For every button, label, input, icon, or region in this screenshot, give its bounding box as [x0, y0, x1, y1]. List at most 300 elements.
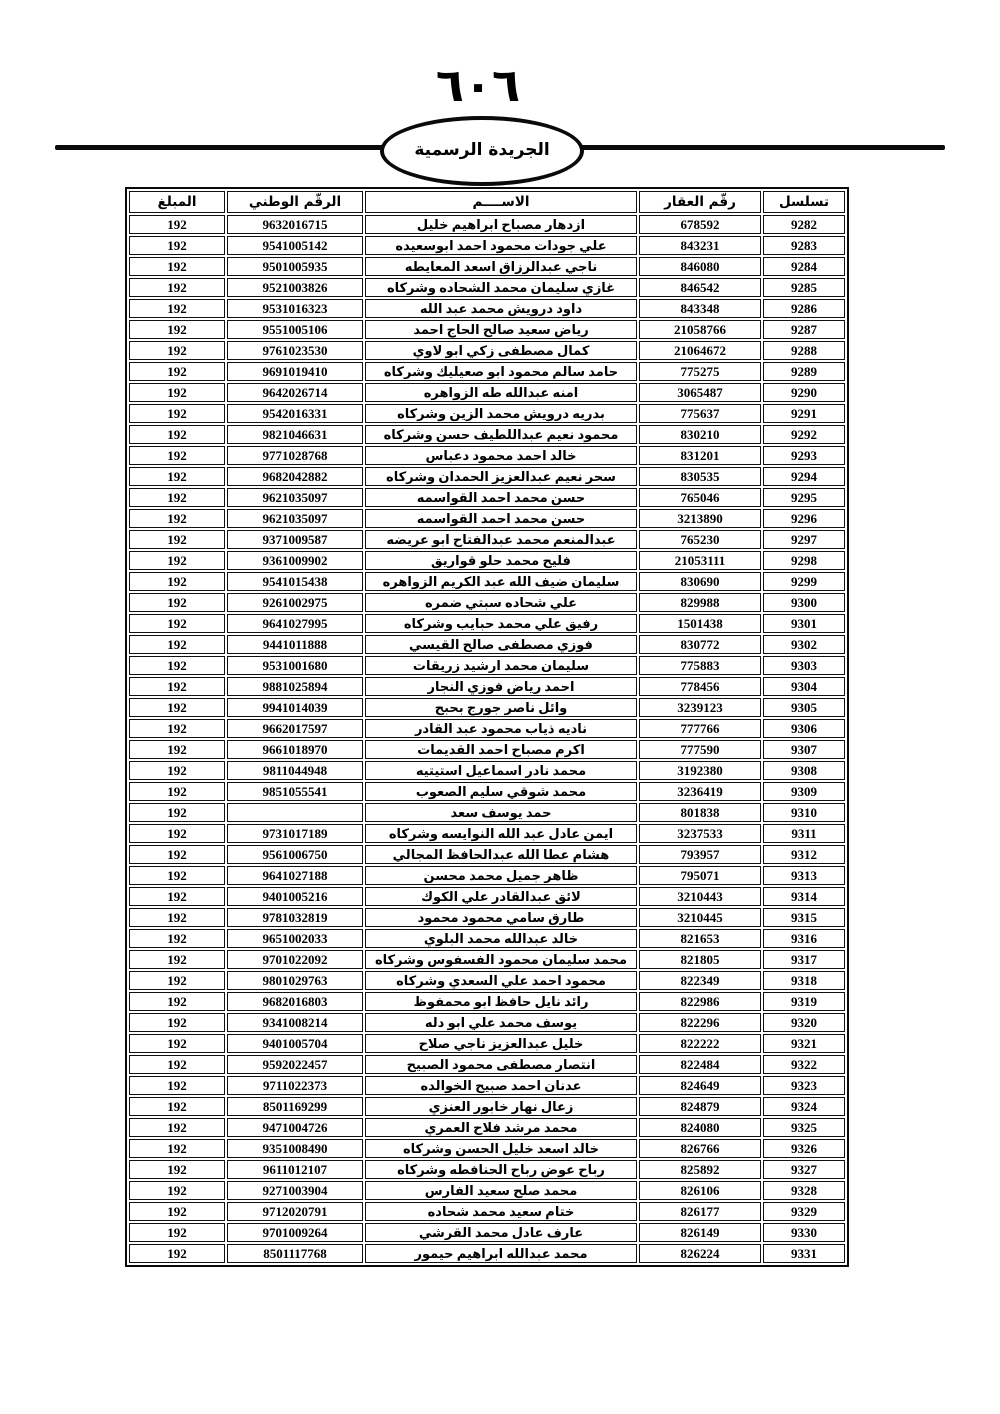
cell-serial: 9331	[763, 1244, 845, 1263]
cell-amount: 192	[129, 782, 225, 801]
cell-amount: 192	[129, 425, 225, 444]
cell-name: محمود نعيم عبداللطيف حسن وشركاه	[365, 425, 637, 444]
cell-serial: 9321	[763, 1034, 845, 1053]
cell-national-number: 9821046631	[227, 425, 363, 444]
cell-serial: 9309	[763, 782, 845, 801]
cell-serial: 9301	[763, 614, 845, 633]
cell-amount: 192	[129, 908, 225, 927]
table-body	[129, 215, 845, 1263]
cell-serial: 9304	[763, 677, 845, 696]
cell-national-number: 9661018970	[227, 740, 363, 759]
table-row	[129, 740, 845, 759]
table-row	[129, 971, 845, 990]
cell-property-number: 826149	[639, 1223, 761, 1242]
cell-property-number: 21064672	[639, 341, 761, 360]
cell-name: اكرم مصباح احمد القديمات	[365, 740, 637, 759]
table-row	[129, 1055, 845, 1074]
cell-property-number: 830772	[639, 635, 761, 654]
cell-amount: 192	[129, 1244, 225, 1263]
table-row	[129, 1013, 845, 1032]
table-row	[129, 509, 845, 528]
table-header-row	[129, 191, 845, 213]
cell-property-number: 3239123	[639, 698, 761, 717]
cell-amount: 192	[129, 341, 225, 360]
cell-property-number: 822986	[639, 992, 761, 1011]
cell-property-number: 3065487	[639, 383, 761, 402]
table-row	[129, 635, 845, 654]
cell-serial: 9295	[763, 488, 845, 507]
cell-property-number: 777590	[639, 740, 761, 759]
cell-national-number: 9641027188	[227, 866, 363, 885]
cell-name: انتصار مصطفى محمود الصبيح	[365, 1055, 637, 1074]
table-row	[129, 1034, 845, 1053]
cell-property-number: 775883	[639, 656, 761, 675]
cell-property-number: 821653	[639, 929, 761, 948]
cell-name: محمود احمد علي السعدي وشركاه	[365, 971, 637, 990]
cell-property-number: 3192380	[639, 761, 761, 780]
header-national-number: الرقّم الوطني	[227, 191, 363, 213]
cell-national-number: 9441011888	[227, 635, 363, 654]
cell-national-number: 9561006750	[227, 845, 363, 864]
cell-serial: 9302	[763, 635, 845, 654]
records-table	[125, 187, 849, 1267]
table-row	[129, 467, 845, 486]
cell-serial: 9319	[763, 992, 845, 1011]
cell-property-number: 824080	[639, 1118, 761, 1137]
table-row	[129, 257, 845, 276]
cell-property-number: 1501438	[639, 614, 761, 633]
cell-name: لائق عبدالقادر علي الكوك	[365, 887, 637, 906]
table-row	[129, 761, 845, 780]
cell-serial: 9306	[763, 719, 845, 738]
cell-property-number: 843231	[639, 236, 761, 255]
cell-amount: 192	[129, 992, 225, 1011]
cell-name: يوسف محمد علي ابو دله	[365, 1013, 637, 1032]
table-row	[129, 992, 845, 1011]
cell-amount: 192	[129, 1055, 225, 1074]
cell-name: هشام عطا الله عبدالحافظ المجالي	[365, 845, 637, 864]
cell-property-number: 824649	[639, 1076, 761, 1095]
cell-property-number: 846080	[639, 257, 761, 276]
cell-national-number: 9341008214	[227, 1013, 363, 1032]
cell-property-number: 777766	[639, 719, 761, 738]
cell-name: محمد مرشد فلاح العمري	[365, 1118, 637, 1137]
cell-property-number: 846542	[639, 278, 761, 297]
cell-name: رفيق علي محمد حبايب وشركاه	[365, 614, 637, 633]
cell-serial: 9292	[763, 425, 845, 444]
cell-property-number: 3210443	[639, 887, 761, 906]
cell-national-number: 9682042882	[227, 467, 363, 486]
cell-national-number: 9351008490	[227, 1139, 363, 1158]
table-row	[129, 1244, 845, 1263]
cell-property-number: 3213890	[639, 509, 761, 528]
table-row	[129, 341, 845, 360]
cell-name: محمد نادر اسماعيل استيتيه	[365, 761, 637, 780]
cell-property-number: 775275	[639, 362, 761, 381]
cell-amount: 192	[129, 593, 225, 612]
cell-serial: 9315	[763, 908, 845, 927]
cell-amount: 192	[129, 866, 225, 885]
cell-property-number: 765046	[639, 488, 761, 507]
gazette-title: الجريدة الرسمية	[414, 140, 550, 160]
cell-property-number: 824879	[639, 1097, 761, 1116]
cell-amount: 192	[129, 698, 225, 717]
cell-national-number: 9521003826	[227, 278, 363, 297]
cell-serial: 9285	[763, 278, 845, 297]
cell-amount: 192	[129, 467, 225, 486]
cell-serial: 9324	[763, 1097, 845, 1116]
cell-property-number: 822349	[639, 971, 761, 990]
cell-amount: 192	[129, 278, 225, 297]
table-row	[129, 362, 845, 381]
cell-name: ناديه ذياب محمود عبد القادر	[365, 719, 637, 738]
cell-serial: 9320	[763, 1013, 845, 1032]
cell-serial: 9323	[763, 1076, 845, 1095]
cell-serial: 9286	[763, 299, 845, 318]
cell-amount: 192	[129, 656, 225, 675]
cell-serial: 9314	[763, 887, 845, 906]
cell-amount: 192	[129, 1034, 225, 1053]
cell-national-number: 9271003904	[227, 1181, 363, 1200]
cell-amount: 192	[129, 383, 225, 402]
cell-national-number: 9711022373	[227, 1076, 363, 1095]
cell-serial: 9288	[763, 341, 845, 360]
cell-amount: 192	[129, 551, 225, 570]
cell-name: امنه عبدالله طه الزواهره	[365, 383, 637, 402]
table-row	[129, 1160, 845, 1179]
cell-property-number: 821805	[639, 950, 761, 969]
cell-name: ايمن عادل عبد الله النوايسه وشركاه	[365, 824, 637, 843]
cell-serial: 9305	[763, 698, 845, 717]
cell-property-number: 826766	[639, 1139, 761, 1158]
cell-name: احمد رياض فوزي النجار	[365, 677, 637, 696]
cell-amount: 192	[129, 530, 225, 549]
table-row	[129, 719, 845, 738]
cell-amount: 192	[129, 215, 225, 234]
cell-name: حامد سالم محمود ابو صعيليك وشركاه	[365, 362, 637, 381]
cell-amount: 192	[129, 236, 225, 255]
table-row	[129, 446, 845, 465]
cell-amount: 192	[129, 887, 225, 906]
cell-property-number: 678592	[639, 215, 761, 234]
cell-amount: 192	[129, 320, 225, 339]
cell-name: زعال نهار خابور العنزي	[365, 1097, 637, 1116]
cell-national-number: 9531001680	[227, 656, 363, 675]
cell-amount: 192	[129, 929, 225, 948]
table-row	[129, 1118, 845, 1137]
cell-national-number: 9541015438	[227, 572, 363, 591]
table-row	[129, 320, 845, 339]
cell-amount: 192	[129, 971, 225, 990]
cell-serial: 9298	[763, 551, 845, 570]
cell-serial: 9299	[763, 572, 845, 591]
cell-property-number: 825892	[639, 1160, 761, 1179]
cell-national-number: 9401005704	[227, 1034, 363, 1053]
cell-name: ظاهر جميل محمد محسن	[365, 866, 637, 885]
cell-amount: 192	[129, 1013, 225, 1032]
cell-name: سليمان ضيف الله عبد الكريم الزواهره	[365, 572, 637, 591]
cell-serial: 9322	[763, 1055, 845, 1074]
cell-amount: 192	[129, 404, 225, 423]
cell-amount: 192	[129, 1223, 225, 1242]
table-row	[129, 656, 845, 675]
cell-national-number: 9621035097	[227, 509, 363, 528]
cell-property-number: 826106	[639, 1181, 761, 1200]
table-row	[129, 551, 845, 570]
cell-national-number: 9651002033	[227, 929, 363, 948]
cell-name: عارف عادل محمد القرشي	[365, 1223, 637, 1242]
table-row	[129, 782, 845, 801]
cell-name: محمد سليمان محمود الفسفوس وشركاه	[365, 950, 637, 969]
cell-amount: 192	[129, 362, 225, 381]
cell-serial: 9312	[763, 845, 845, 864]
cell-name: سليمان محمد ارشيد زريقات	[365, 656, 637, 675]
table-row	[129, 1181, 845, 1200]
cell-serial: 9318	[763, 971, 845, 990]
cell-national-number: 9632016715	[227, 215, 363, 234]
cell-amount: 192	[129, 677, 225, 696]
cell-property-number: 765230	[639, 530, 761, 549]
cell-name: خالد عبدالله محمد البلوي	[365, 929, 637, 948]
cell-name: علي جودات محمود احمد ابوسعيده	[365, 236, 637, 255]
cell-amount: 192	[129, 1118, 225, 1137]
cell-name: ناجي عبدالرزاق اسعد المعايطه	[365, 257, 637, 276]
cell-national-number: 9501005935	[227, 257, 363, 276]
cell-property-number: 831201	[639, 446, 761, 465]
cell-amount: 192	[129, 740, 225, 759]
cell-property-number: 3237533	[639, 824, 761, 843]
cell-name: محمد صلح سعيد الفارس	[365, 1181, 637, 1200]
cell-national-number: 9611012107	[227, 1160, 363, 1179]
cell-serial: 9313	[763, 866, 845, 885]
cell-amount: 192	[129, 950, 225, 969]
cell-property-number: 826224	[639, 1244, 761, 1263]
cell-serial: 9287	[763, 320, 845, 339]
cell-property-number: 801838	[639, 803, 761, 822]
cell-national-number: 9771028768	[227, 446, 363, 465]
table-row	[129, 1202, 845, 1221]
cell-serial: 9289	[763, 362, 845, 381]
header-property-number: رقّم العقار	[639, 191, 761, 213]
cell-national-number: 9592022457	[227, 1055, 363, 1074]
cell-serial: 9293	[763, 446, 845, 465]
cell-name: فليح محمد حلو قواريق	[365, 551, 637, 570]
cell-name: سحر نعيم عبدالعزيز الحمدان وشركاه	[365, 467, 637, 486]
cell-national-number: 9691019410	[227, 362, 363, 381]
cell-serial: 9297	[763, 530, 845, 549]
table-row	[129, 278, 845, 297]
cell-national-number: 9682016803	[227, 992, 363, 1011]
cell-serial: 9308	[763, 761, 845, 780]
cell-property-number: 822484	[639, 1055, 761, 1074]
cell-serial: 9325	[763, 1118, 845, 1137]
cell-amount: 192	[129, 488, 225, 507]
table-row	[129, 1139, 845, 1158]
header-name: الاســــم	[365, 191, 637, 213]
cell-serial: 9310	[763, 803, 845, 822]
cell-property-number: 830535	[639, 467, 761, 486]
page-number: ٦٠٦	[435, 58, 521, 112]
table-row	[129, 299, 845, 318]
table-row	[129, 950, 845, 969]
cell-national-number: 9401005216	[227, 887, 363, 906]
cell-property-number: 21053111	[639, 551, 761, 570]
table-row	[129, 866, 845, 885]
cell-property-number: 826177	[639, 1202, 761, 1221]
cell-amount: 192	[129, 761, 225, 780]
table-row	[129, 1223, 845, 1242]
cell-serial: 9300	[763, 593, 845, 612]
cell-national-number: 9361009902	[227, 551, 363, 570]
table-row	[129, 593, 845, 612]
cell-national-number: 9851055541	[227, 782, 363, 801]
cell-name: طارق سامي محمود محمود	[365, 908, 637, 927]
cell-property-number: 830690	[639, 572, 761, 591]
cell-national-number: 9801029763	[227, 971, 363, 990]
cell-amount: 192	[129, 1076, 225, 1095]
cell-amount: 192	[129, 1181, 225, 1200]
cell-property-number: 829988	[639, 593, 761, 612]
table-row	[129, 236, 845, 255]
cell-serial: 9284	[763, 257, 845, 276]
cell-serial: 9328	[763, 1181, 845, 1200]
cell-national-number: 9371009587	[227, 530, 363, 549]
cell-name: خالد احمد محمود دعباس	[365, 446, 637, 465]
cell-name: بدريه درويش محمد الزين وشركاه	[365, 404, 637, 423]
table-row	[129, 1097, 845, 1116]
cell-property-number: 830210	[639, 425, 761, 444]
cell-amount: 192	[129, 719, 225, 738]
cell-national-number: 9542016331	[227, 404, 363, 423]
cell-serial: 9326	[763, 1139, 845, 1158]
cell-amount: 192	[129, 299, 225, 318]
cell-name: خالد اسعد خليل الحسن وشركاه	[365, 1139, 637, 1158]
table-row	[129, 845, 845, 864]
table-row	[129, 929, 845, 948]
cell-amount: 192	[129, 572, 225, 591]
cell-national-number	[227, 803, 363, 822]
cell-national-number: 9531016323	[227, 299, 363, 318]
table-row	[129, 383, 845, 402]
cell-name: رائد نايل حافظ ابو محمفوظ	[365, 992, 637, 1011]
cell-national-number: 9881025894	[227, 677, 363, 696]
table-row	[129, 404, 845, 423]
cell-serial: 9296	[763, 509, 845, 528]
cell-property-number: 843348	[639, 299, 761, 318]
header-amount: المبلغ	[129, 191, 225, 213]
cell-national-number: 8501117768	[227, 1244, 363, 1263]
cell-national-number: 9701009264	[227, 1223, 363, 1242]
cell-property-number: 3236419	[639, 782, 761, 801]
cell-name: رياض سعيد صالح الحاج احمد	[365, 320, 637, 339]
cell-name: ازدهار مصباح ابراهيم خليل	[365, 215, 637, 234]
cell-national-number: 9551005106	[227, 320, 363, 339]
table-row	[129, 698, 845, 717]
cell-amount: 192	[129, 446, 225, 465]
cell-national-number: 9701022092	[227, 950, 363, 969]
cell-amount: 192	[129, 803, 225, 822]
table-row	[129, 614, 845, 633]
cell-serial: 9303	[763, 656, 845, 675]
cell-serial: 9317	[763, 950, 845, 969]
cell-property-number: 822296	[639, 1013, 761, 1032]
cell-name: ختام سعيد محمد شحاده	[365, 1202, 637, 1221]
cell-amount: 192	[129, 1139, 225, 1158]
cell-name: محمد شوقي سليم الصعوب	[365, 782, 637, 801]
cell-serial: 9282	[763, 215, 845, 234]
cell-national-number: 9641027995	[227, 614, 363, 633]
cell-amount: 192	[129, 635, 225, 654]
table-row	[129, 1076, 845, 1095]
table-row	[129, 824, 845, 843]
cell-national-number: 9662017597	[227, 719, 363, 738]
table-row	[129, 803, 845, 822]
cell-property-number: 21058766	[639, 320, 761, 339]
cell-name: عبدالمنعم محمد عبدالفتاح ابو عريضه	[365, 530, 637, 549]
cell-serial: 9294	[763, 467, 845, 486]
cell-property-number: 775637	[639, 404, 761, 423]
cell-name: غازي سليمان محمد الشحاده وشركاه	[365, 278, 637, 297]
cell-amount: 192	[129, 1202, 225, 1221]
cell-name: رباح عوض رباح الحنافطه وشركاه	[365, 1160, 637, 1179]
gazette-banner-ellipse	[380, 116, 584, 186]
header-serial: تسلسل	[763, 191, 845, 213]
cell-name: فوزي مصطفى صالح القيسي	[365, 635, 637, 654]
cell-property-number: 795071	[639, 866, 761, 885]
cell-serial: 9311	[763, 824, 845, 843]
cell-national-number: 9621035097	[227, 488, 363, 507]
cell-name: عدنان احمد صبيح الخوالده	[365, 1076, 637, 1095]
cell-national-number: 9941014039	[227, 698, 363, 717]
cell-amount: 192	[129, 1160, 225, 1179]
cell-serial: 9307	[763, 740, 845, 759]
cell-national-number: 9642026714	[227, 383, 363, 402]
cell-national-number: 9731017189	[227, 824, 363, 843]
cell-name: داود درويش محمد عبد الله	[365, 299, 637, 318]
table-row	[129, 425, 845, 444]
cell-name: كمال مصطفى زكي ابو لاوي	[365, 341, 637, 360]
cell-national-number: 9811044948	[227, 761, 363, 780]
cell-property-number: 822222	[639, 1034, 761, 1053]
cell-national-number: 8501169299	[227, 1097, 363, 1116]
cell-national-number: 9781032819	[227, 908, 363, 927]
cell-name: خليل عبدالعزيز ناجي صلاح	[365, 1034, 637, 1053]
cell-national-number: 9261002975	[227, 593, 363, 612]
cell-name: حمد يوسف سعد	[365, 803, 637, 822]
cell-amount: 192	[129, 614, 225, 633]
cell-name: وائل ناصر جورج بحبح	[365, 698, 637, 717]
cell-serial: 9291	[763, 404, 845, 423]
cell-serial: 9327	[763, 1160, 845, 1179]
cell-amount: 192	[129, 257, 225, 276]
cell-serial: 9330	[763, 1223, 845, 1242]
cell-amount: 192	[129, 509, 225, 528]
cell-name: محمد عبدالله ابراهيم حيمور	[365, 1244, 637, 1263]
cell-national-number: 9471004726	[227, 1118, 363, 1137]
table-row	[129, 677, 845, 696]
cell-serial: 9329	[763, 1202, 845, 1221]
cell-property-number: 3210445	[639, 908, 761, 927]
cell-property-number: 793957	[639, 845, 761, 864]
table-row	[129, 908, 845, 927]
cell-name: علي شحاده سبتي ضمره	[365, 593, 637, 612]
cell-amount: 192	[129, 1097, 225, 1116]
cell-serial: 9290	[763, 383, 845, 402]
table-row	[129, 215, 845, 234]
cell-name: حسن محمد احمد القواسمه	[365, 509, 637, 528]
cell-amount: 192	[129, 824, 225, 843]
table-row	[129, 530, 845, 549]
